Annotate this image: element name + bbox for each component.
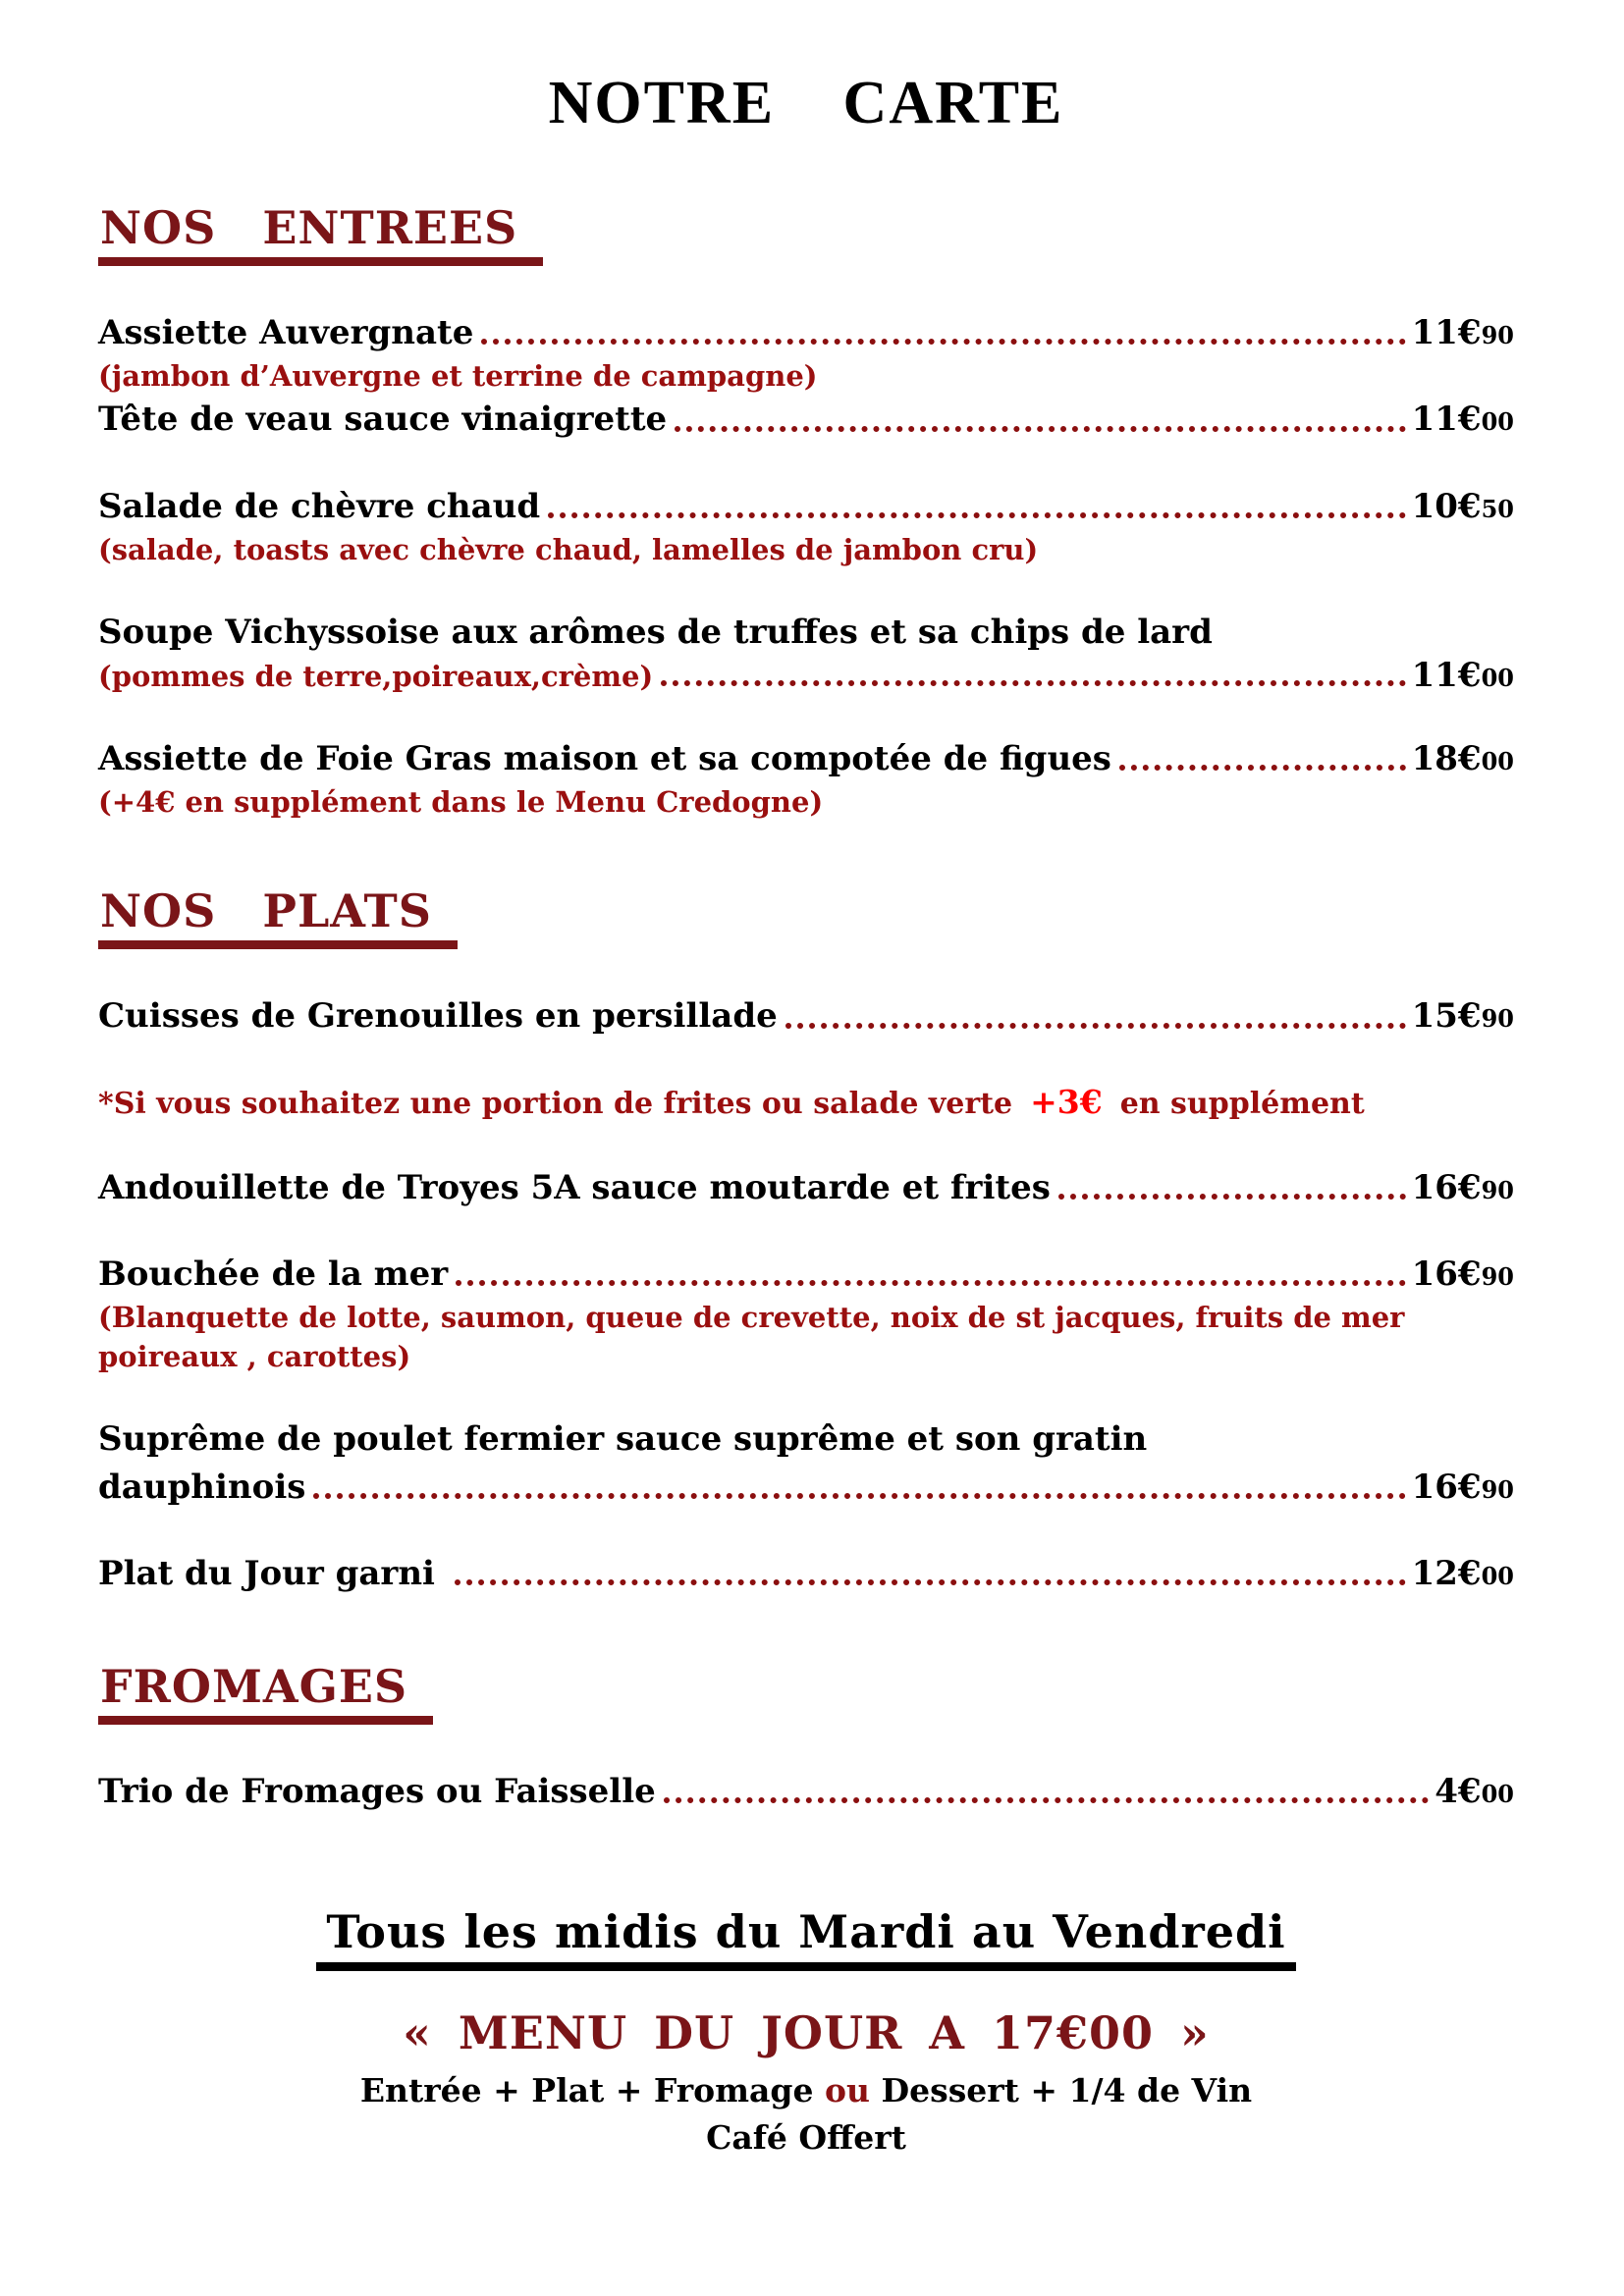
section-rows — [98, 1768, 1514, 1815]
section-heading-row — [98, 201, 1514, 266]
menu-item-name: Tête de veau sauce vinaigrette — [98, 400, 668, 440]
menu-item — [98, 735, 1514, 782]
section-heading-entrees: NOS ENTREES — [98, 201, 543, 266]
section-rows — [98, 992, 1514, 1597]
price-euros: 16€ — [1411, 1167, 1482, 1207]
price-euros: 12€ — [1411, 1553, 1482, 1593]
note-text: *Si vous souhaitez une portion de frites ou salade verte — [98, 1086, 1013, 1121]
price-cents: 90 — [1481, 321, 1514, 349]
schedule-line: Tous les midis du Mardi au Vendredi — [316, 1905, 1295, 1971]
menu-item-name: Plat du Jour garni — [98, 1553, 447, 1593]
dotted-leader — [1119, 765, 1406, 771]
menu-composition — [98, 2069, 1514, 2113]
menu-item — [98, 1464, 1514, 1511]
spacer — [98, 1511, 1514, 1550]
menu-item-price — [1435, 1768, 1514, 1815]
menu-item-price — [1412, 1550, 1514, 1597]
dotted-leader — [661, 680, 1405, 686]
menu-item-description — [98, 656, 1514, 696]
menu-item-text: (Blanquette de lotte, saumon, queue de crevette, noix de st jacques, fruits de mer poireaux , carottes) — [98, 1301, 1415, 1374]
menu-item-name: Trio de Fromages ou Faisselle — [98, 1772, 656, 1812]
section-heading-fromages: FROMAGES — [98, 1660, 433, 1725]
menu-item — [98, 1768, 1514, 1815]
section-heading-row — [98, 1660, 1514, 1725]
menu-item-price — [1412, 1464, 1514, 1511]
page-title: NOTRE CARTE — [548, 70, 1064, 136]
menu-item-name: Bouchée de la mer — [98, 1255, 449, 1295]
menu-item-text: (jambon d’Auvergne et terrine de campagne) — [98, 359, 818, 394]
menu-item-text: (pommes de terre,poireaux,crème) — [98, 660, 654, 694]
dotted-leader — [785, 1023, 1406, 1029]
cafe-offert-line: Café Offert — [706, 2118, 906, 2158]
menu-item-description — [98, 782, 1514, 822]
menu-sections — [98, 201, 1514, 1815]
price-euros: 11€ — [1411, 400, 1482, 440]
dotted-leader — [664, 1797, 1429, 1803]
menu-item-price — [1412, 1251, 1514, 1298]
menu-du-jour-title: « MENU DU JOUR A 17€00 » — [403, 2006, 1210, 2060]
menu-item — [98, 483, 1514, 530]
menu-item-price — [1412, 992, 1514, 1040]
price-euros: 4€ — [1435, 1772, 1482, 1812]
price-euros: 10€ — [1411, 486, 1482, 526]
schedule-row — [98, 1905, 1514, 1971]
dotted-leader — [455, 1579, 1406, 1585]
price-cents: 90 — [1481, 1474, 1514, 1504]
menu-section-plats — [98, 884, 1514, 1597]
dotted-leader — [313, 1493, 1405, 1499]
menu-item-price — [1412, 735, 1514, 782]
section-heading-row — [98, 884, 1514, 949]
menu-item-description — [98, 1298, 1514, 1376]
menu-item-name: Salade de chèvre chaud — [98, 486, 541, 526]
menu-note — [98, 1080, 1514, 1125]
menu-item — [98, 609, 1514, 656]
spacer — [98, 696, 1514, 735]
menu-item — [98, 396, 1514, 443]
menu-item-text: (salade, toasts avec chèvre chaud, lamelles de jambon cru) — [98, 532, 1039, 566]
price-cents: 90 — [1481, 1004, 1514, 1034]
price-euros: 16€ — [1411, 1467, 1482, 1507]
menu-item-text — [98, 1080, 1365, 1125]
spacer — [98, 1211, 1514, 1251]
menu-item — [98, 1550, 1514, 1597]
section-rows — [98, 309, 1514, 822]
dotted-leader — [481, 339, 1405, 345]
menu-item-name: Andouillette de Troyes 5A sauce moutarde et frites — [98, 1167, 1051, 1207]
menu-item-name: Assiette Auvergnate — [98, 313, 474, 352]
price-cents: 50 — [1481, 494, 1514, 523]
section-heading-plats: NOS PLATS — [98, 884, 458, 949]
menu-item-name: Suprême de poulet fermier sauce suprême et son gratin — [98, 1419, 1148, 1460]
menu-item — [98, 992, 1514, 1040]
menu-item-price — [1412, 309, 1514, 356]
menu-item-name: Assiette de Foie Gras maison et sa compotée de figues — [98, 739, 1111, 779]
dotted-leader — [1058, 1194, 1406, 1200]
menu-item-price — [1412, 483, 1514, 530]
menu-item — [98, 1164, 1514, 1211]
menu-item-price — [1412, 1164, 1514, 1211]
price-euros: 16€ — [1411, 1255, 1482, 1295]
composition-post: Dessert + 1/4 de Vin — [870, 2071, 1253, 2110]
menu-item-description — [98, 530, 1514, 569]
menu-item — [98, 1415, 1514, 1463]
spacer — [98, 444, 1514, 483]
price-euros: 15€ — [1411, 996, 1482, 1037]
price-cents: 90 — [1481, 1262, 1514, 1292]
price-cents: 00 — [1481, 664, 1514, 693]
menu-item — [98, 1251, 1514, 1298]
price-cents: 00 — [1481, 1561, 1514, 1590]
dotted-leader — [548, 512, 1405, 518]
menu-item-name: Soupe Vichyssoise aux arômes de truffes et sa chips de lard — [98, 612, 1213, 652]
menu-section-fromages — [98, 1660, 1514, 1815]
spacer — [98, 1041, 1514, 1080]
menu-item-name: Cuisses de Grenouilles en persillade — [98, 996, 778, 1037]
price-euros: 11€ — [1411, 313, 1482, 352]
menu-item-name: dauphinois — [98, 1467, 306, 1507]
dotted-leader — [456, 1280, 1405, 1286]
price-cents: 00 — [1481, 407, 1514, 437]
menu-item-price — [1412, 396, 1514, 443]
price-euros: 18€ — [1411, 739, 1482, 779]
menu-section-entrees — [98, 201, 1514, 822]
menu-item — [98, 309, 1514, 356]
price-cents: 90 — [1481, 1175, 1514, 1204]
price-euros: 11€ — [1411, 656, 1482, 696]
spacer — [98, 1125, 1514, 1164]
composition-ou: ou — [825, 2071, 871, 2110]
menu-item-price — [1412, 656, 1514, 695]
menu-item-description — [98, 356, 1514, 396]
composition-pre: Entrée + Plat + Fromage — [359, 2071, 825, 2110]
footer — [98, 1905, 1514, 2162]
note-text: en supplément — [1119, 1086, 1365, 1121]
spacer — [98, 1376, 1514, 1415]
spacer — [98, 569, 1514, 609]
menu-item-text: (+4€ en supplément dans le Menu Credogne) — [98, 785, 824, 820]
note-highlight: +3€ — [1030, 1082, 1103, 1121]
price-cents: 00 — [1481, 1780, 1514, 1809]
dotted-leader — [675, 426, 1405, 432]
price-cents: 00 — [1481, 747, 1514, 776]
